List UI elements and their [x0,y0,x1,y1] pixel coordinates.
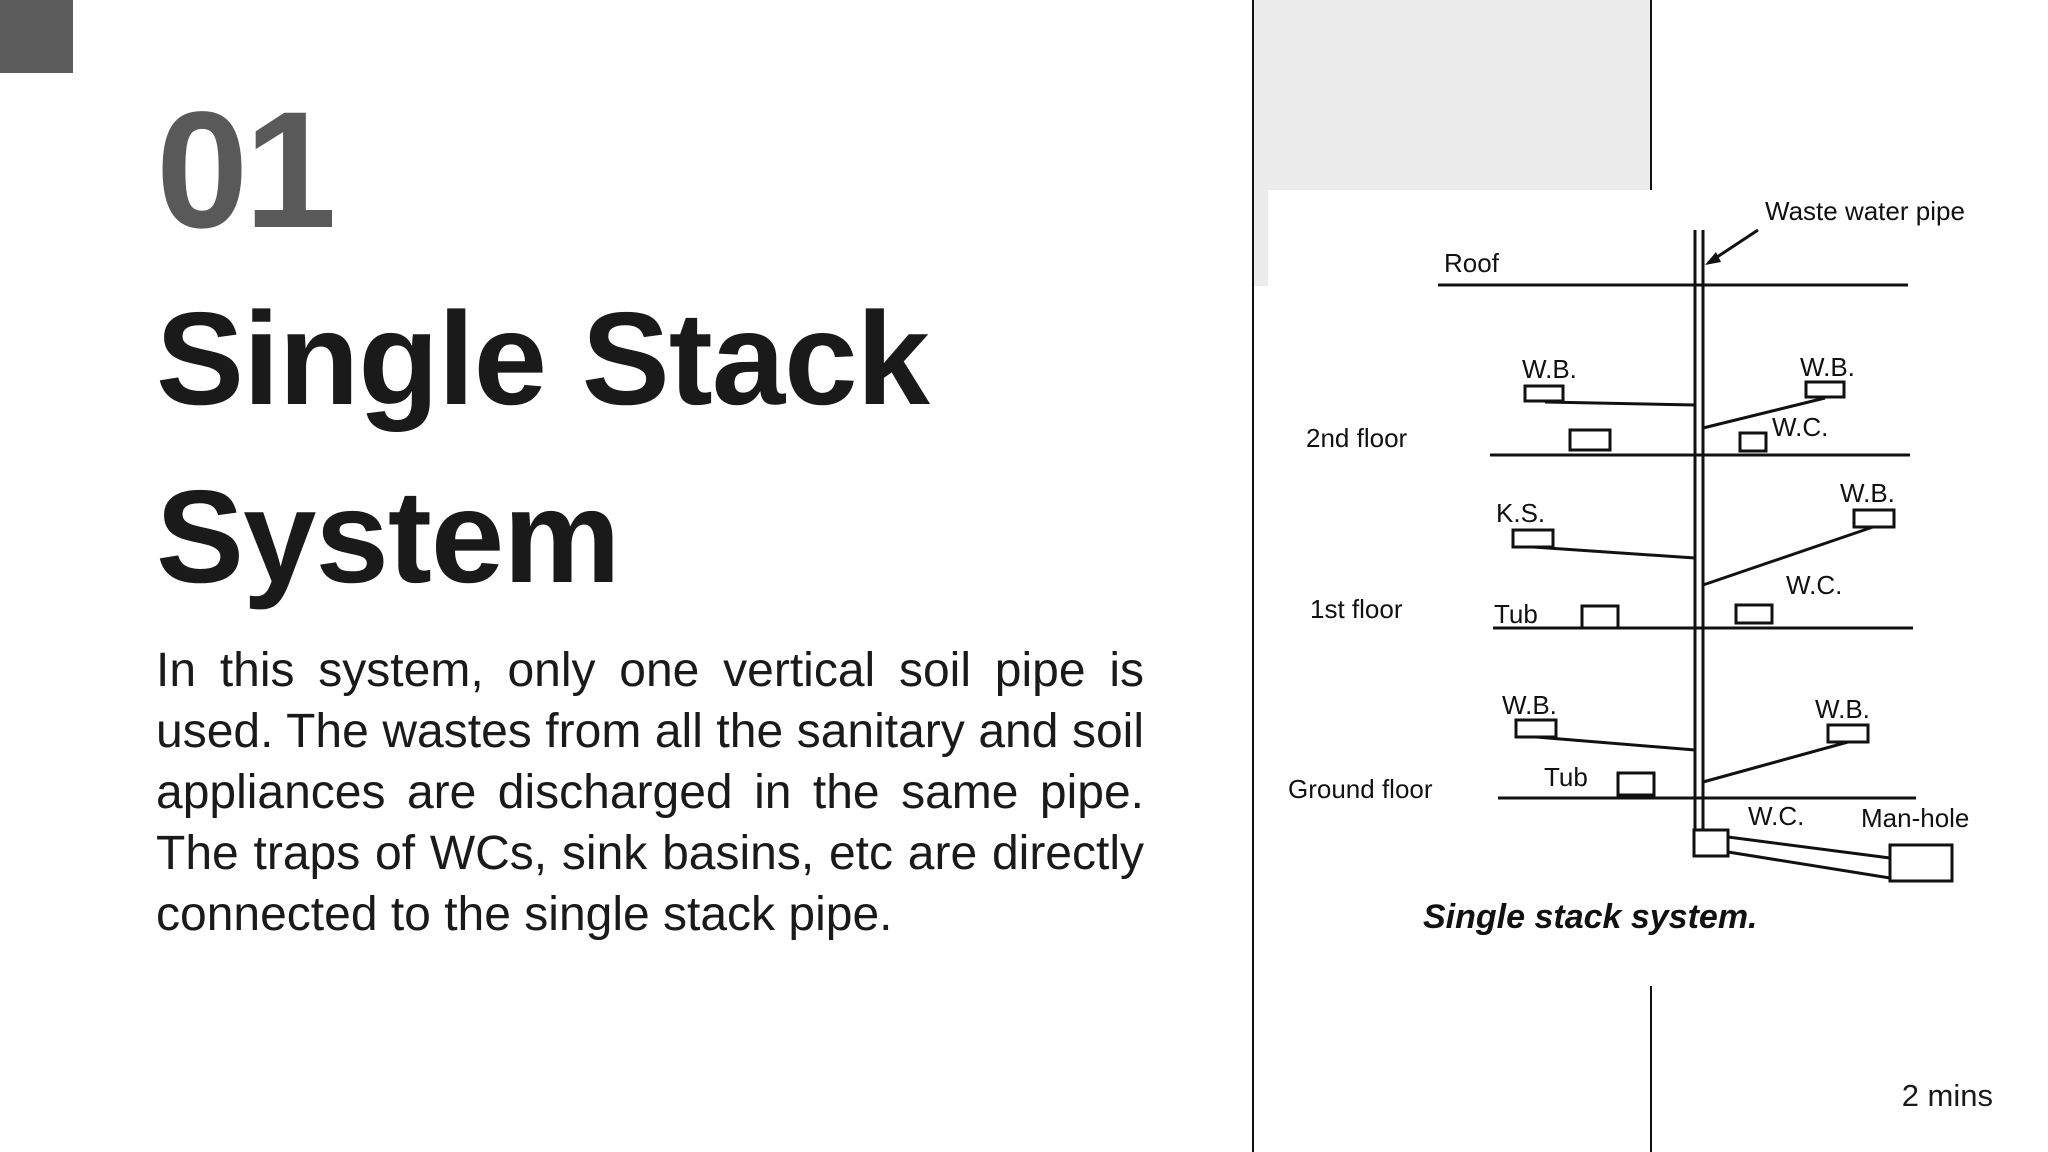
slide-title-line-2: System [156,463,620,610]
slide-title [156,270,1156,626]
label-1st-floor: 1st floor [1310,594,1403,624]
stack-base [1694,830,1728,856]
slide-title-line-1: Single Stack [156,285,929,432]
pointer-arrowhead [1705,252,1721,265]
label-wb-1st-right: W.B. [1840,478,1895,508]
label-tub-1st: Tub [1494,599,1538,629]
label-ground-floor: Ground floor [1288,774,1433,804]
fixture-wb-2nd-left [1525,386,1563,401]
fixture-wc-1st [1736,605,1772,623]
branch-wb-2nd-left [1545,402,1695,405]
corner-accent [0,0,73,73]
branch-wb-ground-left [1536,737,1695,750]
fixture-wc-2nd-left [1570,430,1610,450]
label-2nd-floor: 2nd floor [1306,423,1408,453]
fixture-tub-ground [1618,773,1654,795]
diagram-caption: Single stack system. [1423,898,1758,936]
label-ks: K.S. [1496,498,1546,528]
fixture-wb-ground-left [1516,720,1556,737]
label-wc-2nd: W.C. [1772,412,1829,442]
label-waste-water-pipe: Waste water pipe [1765,196,1965,226]
fixture-ks [1513,530,1553,547]
label-wb-2nd-left: W.B. [1522,354,1577,384]
label-roof: Roof [1444,248,1499,278]
fixture-wb-1st-right [1854,510,1894,527]
label-tub-ground: Tub [1544,762,1588,792]
label-wc-1st: W.C. [1786,570,1843,600]
fixture-wc-2nd-right [1740,433,1766,451]
label-wb-ground-left: W.B. [1502,690,1557,720]
branch-wb-ground-right [1703,742,1848,782]
fixture-wb-2nd-right [1806,382,1844,397]
label-wb-ground-right: W.B. [1815,694,1870,724]
manhole [1890,845,1952,881]
fixture-wb-ground-right [1828,725,1868,742]
fixture-tub-1st [1582,606,1618,628]
single-stack-diagram [1268,190,2048,986]
label-manhole: Man-hole [1861,803,1970,833]
label-wb-2nd-right: W.B. [1800,352,1855,382]
slide-body-text: In this system, only one vertical soil pipe is used. The wastes from all the sanitary and soil appliances are discharged in the same pipe. The traps of WCs, sink basins, etc are directly connected to the single stack pipe. [156,644,1144,941]
slide-number: 01 [156,78,333,263]
branch-ks [1533,547,1695,558]
label-wc-ground: W.C. [1748,801,1805,831]
duration-label: 2 mins [1901,1078,1993,1113]
